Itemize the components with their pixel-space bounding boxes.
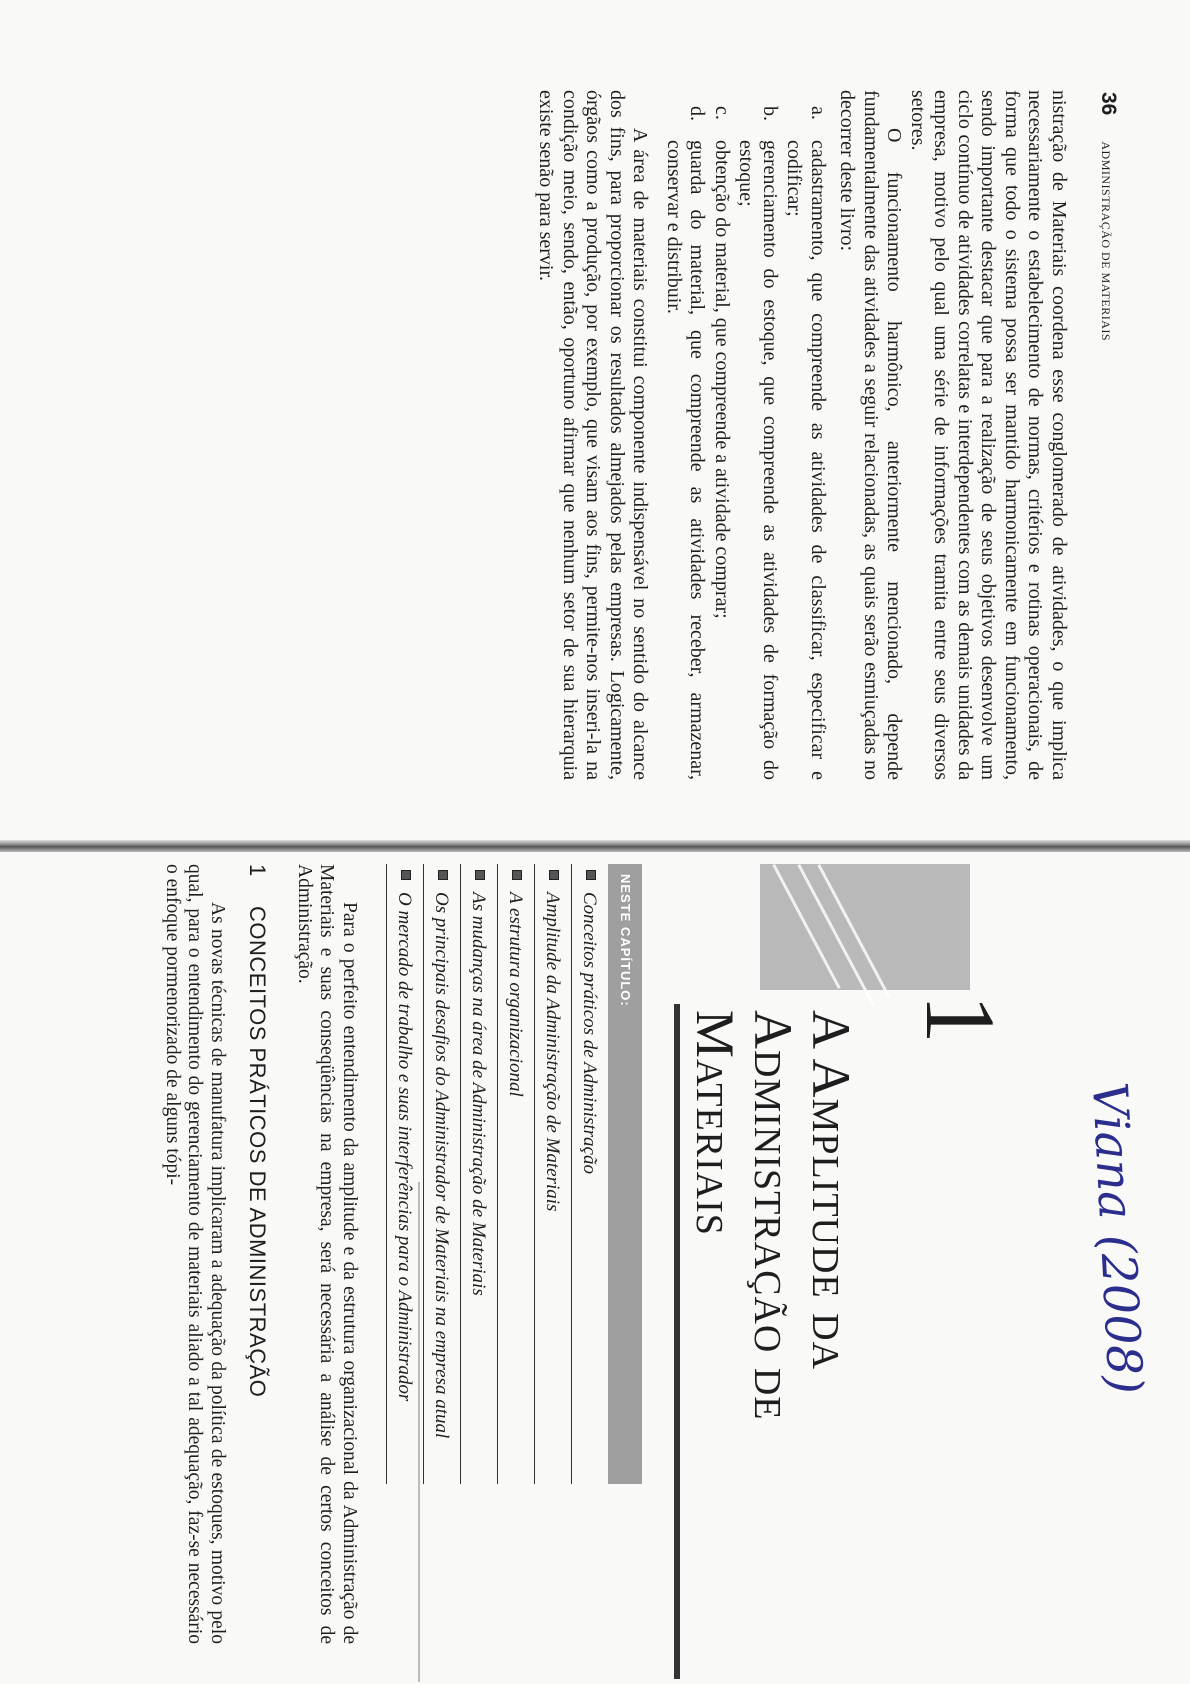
right-page: [0, 852, 1190, 1684]
toc-item-text: A estrutura organizacional: [505, 892, 526, 1097]
toc-item-text: Conceitos práticos de Administração: [579, 892, 600, 1174]
list-letter: b.: [759, 106, 781, 121]
running-head: [1096, 92, 1120, 341]
toc-item-text: O mercado de trabalho e suas interferências para o Administrador: [394, 892, 415, 1402]
square-bullet-icon: [438, 870, 448, 880]
list-item: [782, 90, 829, 780]
section-paragraph: As novas técnicas de manufatura implicaram a adequação da política de estoques, motivo pelo qual, para o entendimento do gerenciamento de materiais aliado a tal adequação, faz-se necessário o enfoque pormenorizado de alguns tópi-: [162, 864, 228, 1644]
handwritten-note: Viana (2008): [1080, 1080, 1154, 1396]
square-bullet-icon: [586, 870, 596, 880]
list-item-text: guarda do material, que compreende as atividades receber, armazenar, conservar e distribuir.: [663, 140, 709, 780]
list-letter: a.: [807, 106, 829, 120]
list-letter: d.: [686, 106, 709, 121]
list-item: [662, 90, 709, 780]
list-item-text: cadastramento, que compreende as atividades de classificar, especificar e codificar;: [783, 140, 829, 780]
intro-paragraph: Para o perfeito entendimento da amplitude e da estrutura organizacional da Administração de Materiais e suas conseqüências na empresa, será necessária a análise de certos conceitos de Administração.: [294, 864, 360, 1644]
toc-item: [534, 864, 571, 1484]
activities-list: [662, 90, 830, 780]
toc-list: [386, 864, 608, 1484]
section-heading: [246, 864, 269, 1644]
chapter-title-line: A Amplitude da: [801, 1010, 861, 1371]
list-item: [710, 90, 734, 780]
chapter-title-line: Materiais: [685, 1010, 745, 1236]
chapter-contents-box: [386, 864, 642, 1484]
toc-item: [571, 864, 608, 1484]
list-item-text: obtenção do material, que compreende a atividade comprar;: [711, 140, 733, 619]
toc-item: [423, 864, 460, 1484]
chapter-title-line: Administração de: [743, 1010, 803, 1421]
square-bullet-icon: [401, 870, 411, 880]
decorative-streak: [817, 864, 890, 998]
toc-item-text: As mudanças na área de Administração de Materiais: [468, 892, 489, 1296]
chapter-number: 1: [905, 994, 1016, 1044]
list-item-text: gerenciamento do estoque, que compreende as atividades de formação do estoque;: [735, 140, 781, 780]
section-title: CONCEITOS PRÁTICOS DE ADMINISTRAÇÃO: [245, 906, 271, 1398]
section-number: 1: [245, 864, 271, 877]
page-number: 36: [1097, 92, 1120, 116]
paragraph: nistração de Materiais coordena esse conglomerado de atividades, o que implica necessariamente o estabelecimento de normas, critérios e rotinas operacionais, de forma que todo o sistema possa ser mantido harmonicamente em funcionamento, sendo importante destacar que para a realização de seus objetivos desenvolve um ciclo contínuo de atividades correlatas e interdependentes com as demais unidades da empresa, motivo pelo qual uma série de informações tramita entre seus diversos setores.: [907, 90, 1070, 780]
right-body-text: [161, 864, 361, 1644]
paragraph: O funcionamento harmônico, anteriormente mencionado, depende fundamentalmente das atividades a seguir relacionadas, as quais serão esmiuçadas no decorrer deste livro:: [836, 90, 906, 780]
square-bullet-icon: [512, 870, 522, 880]
list-letter: c.: [711, 106, 733, 120]
square-bullet-icon: [549, 870, 559, 880]
left-body-text: [534, 90, 1070, 780]
chapter-tab-graphic: [760, 864, 970, 990]
toc-item-text: Os principais desafios do Administrador de Materiais na empresa atual: [431, 892, 452, 1439]
paragraph: A área de materiais constitui componente indispensável no sentido do alcance dos fins, para proporcionar os resultados almejados pelas empresas. Logicamente, órgãos como a produção, por exemplo, que visam aos fins, permite-nos inseri-la na condição meio, sendo, então, oportuno afirmar que nenhum setor de sua hierarquia existe senão para servir.: [535, 90, 652, 780]
title-rule: [674, 1004, 680, 1679]
square-bullet-icon: [475, 870, 485, 880]
chapter-title: [686, 1010, 860, 1430]
toc-item: [497, 864, 534, 1484]
list-item: [734, 90, 781, 780]
toc-header: NESTE CAPÍTULO:: [608, 864, 642, 1484]
toc-item: [460, 864, 497, 1484]
toc-item: [386, 864, 423, 1484]
running-title: ADMINISTRAÇÃO DE MATERIAIS: [1099, 141, 1113, 342]
toc-item-text: Amplitude da Administração de Materiais: [542, 892, 563, 1212]
book-gutter: [0, 840, 1190, 852]
